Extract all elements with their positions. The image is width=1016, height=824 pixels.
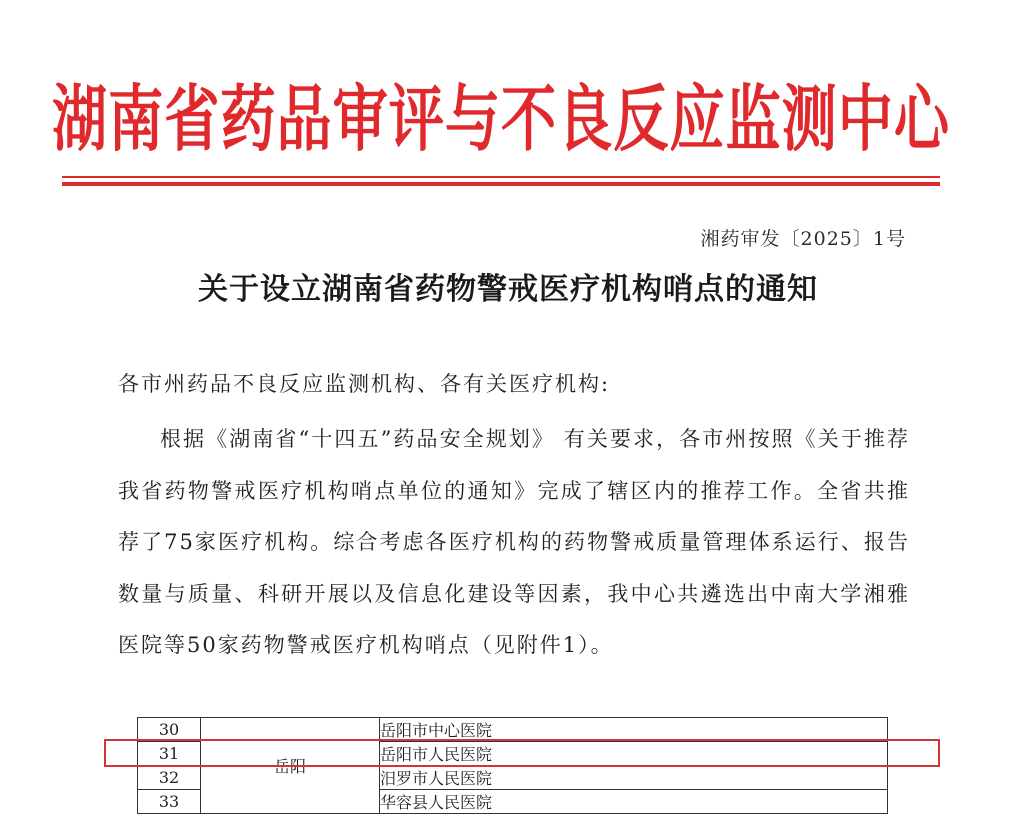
row-number: 30 — [138, 718, 201, 742]
highlight-box — [104, 739, 940, 767]
masthead — [52, 66, 950, 162]
document-number: 湘药审发〔2025〕1号 — [700, 228, 906, 250]
hospital-name: 华容县人民医院 — [380, 790, 888, 814]
row-number: 32 — [138, 766, 201, 790]
table-row — [138, 718, 888, 742]
notice-title: 关于设立湖南省药物警戒医疗机构哨点的通知 — [198, 272, 818, 307]
masthead-title: 湖南省药品审评与不良反应监测中心 — [52, 78, 950, 162]
city-cell: 岳阳 — [201, 718, 380, 814]
body-paragraph: 根据《湖南省“十四五”药品安全规划》 有关要求，各市州按照《关于推荐我省药物警戒医疗机构哨点单位的通知》完成了辖区内的推荐工作。全省共推荐了75家医疗机构。综合考虑各医疗机构的药物警戒质量管理体系运行、报告数量与质量、科研开展以及信息化建设等因素，我中心共遴选出中南大学湘雅医院等50家药物警戒医疗机构哨点（见附件1）。 — [118, 427, 910, 657]
red-divider-thick — [62, 182, 940, 186]
row-number: 31 — [138, 742, 201, 766]
hospital-name: 汨罗市人民医院 — [380, 766, 888, 790]
salutation: 各市州药品不良反应监测机构、各有关医疗机构: — [118, 372, 611, 396]
hospital-name: 岳阳市人民医院 — [380, 742, 888, 766]
row-number: 33 — [138, 790, 201, 814]
hospital-name: 岳阳市中心医院 — [380, 718, 888, 742]
red-divider-thin — [62, 176, 940, 178]
